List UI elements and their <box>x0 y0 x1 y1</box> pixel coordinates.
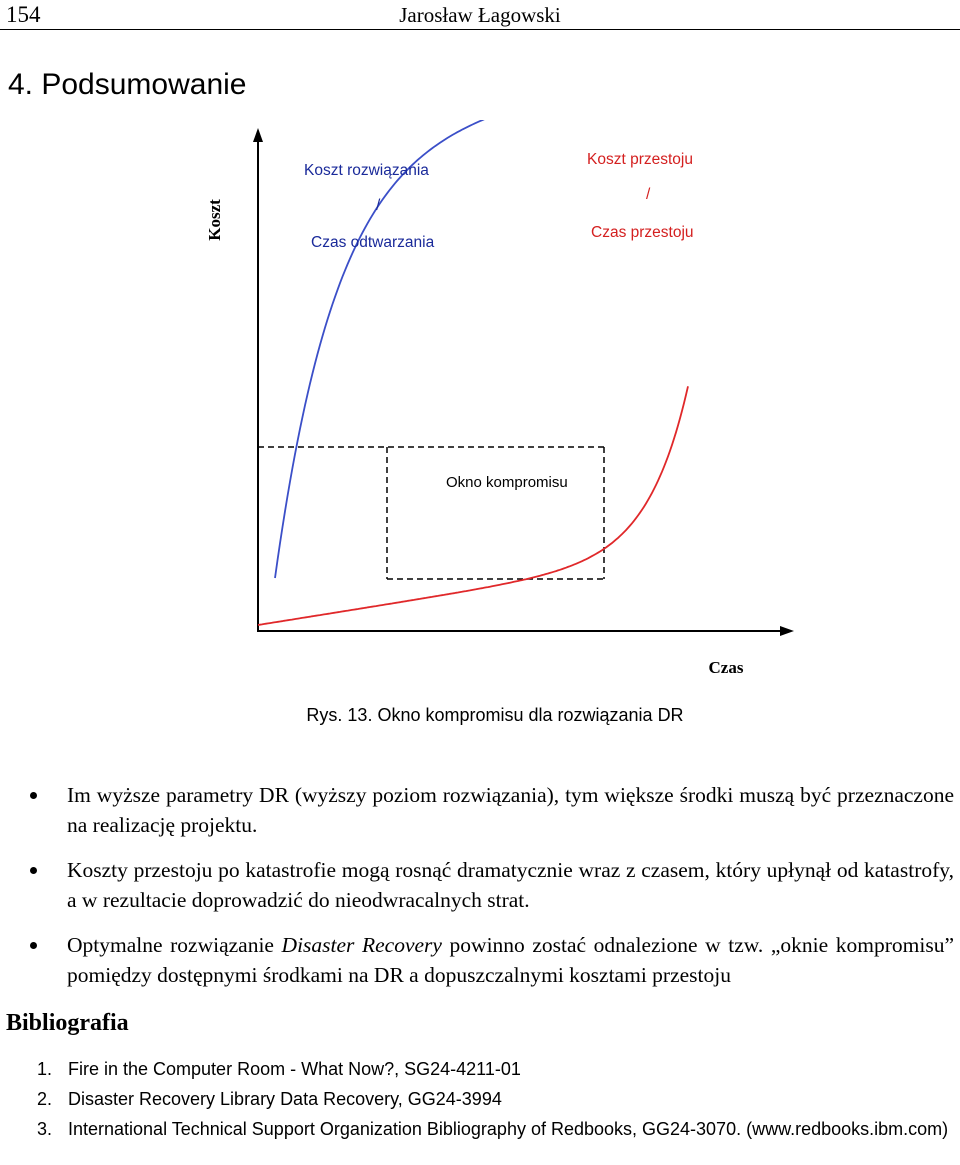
bibliography-text: Disaster Recovery Library Data Recovery, GG24-3994 <box>68 1089 502 1109</box>
section-title: 4. Podsumowanie <box>8 68 247 101</box>
bullet-icon <box>30 867 37 874</box>
blue-curve-label-slash: / <box>376 197 381 214</box>
bibliography-item <box>0 1088 960 1110</box>
bibliography-title: Bibliografia <box>6 1010 129 1036</box>
bullet-item <box>0 930 960 990</box>
page-header <box>0 0 960 34</box>
page-number: 154 <box>6 2 41 27</box>
summary-bullet-list <box>0 780 960 1005</box>
bullet-text-start: Optymalne rozwiązanie <box>67 933 282 957</box>
bullet-item <box>0 780 960 840</box>
y-axis-label: Koszt <box>205 199 224 241</box>
bullet-text-italic: Disaster Recovery <box>281 933 442 957</box>
figure-caption: Rys. 13. Okno kompromisu dla rozwiązania DR <box>306 705 684 725</box>
blue-curve-label-line1: Koszt rozwiązania <box>304 162 429 179</box>
red-curve-label-line1: Koszt przestoju <box>587 151 693 168</box>
red-curve-label-line2: Czas przestoju <box>591 224 694 241</box>
bibliography-number: 2. <box>37 1089 53 1109</box>
downtime-cost-curve <box>258 386 688 625</box>
x-axis-label: Czas <box>708 658 744 677</box>
bibliography-text: Fire in the Computer Room - What Now?, SG24-4211-01 <box>68 1059 521 1079</box>
bibliography-item <box>0 1118 960 1140</box>
figure-compromise-window <box>0 120 960 690</box>
recovery-cost-curve <box>275 120 765 578</box>
red-curve-label-slash: / <box>646 186 651 203</box>
bibliography-item <box>0 1058 960 1080</box>
bullet-text-end: powinno zostać odnalezione w tzw. „oknie kompromisu” pomiędzy dostępnymi środkami na DR a dopuszczalnymi kosztami przestoju <box>67 933 954 987</box>
bullet-item <box>0 855 960 915</box>
header-rule <box>0 29 960 30</box>
y-axis-arrowhead <box>253 128 263 142</box>
compromise-window-label: Okno kompromisu <box>446 474 568 491</box>
running-head-author: Jarosław Łagowski <box>399 3 561 27</box>
bibliography-number: 3. <box>37 1119 53 1139</box>
bibliography-list <box>0 1058 960 1148</box>
bullet-icon <box>30 942 37 949</box>
blue-curve-label-line2: Czas odtwarzania <box>311 234 435 251</box>
x-axis-arrowhead <box>780 626 794 636</box>
bullet-icon <box>30 792 37 799</box>
bullet-text: Im wyższe parametry DR (wyższy poziom rozwiązania), tym większe środki muszą być przeznaczone na realizację projektu. <box>67 783 954 837</box>
compromise-diagram <box>0 120 960 690</box>
bibliography-text: International Technical Support Organization Bibliography of Redbooks, GG24-3070. (www.redbooks.ibm.com) <box>68 1119 949 1139</box>
bullet-text: Koszty przestoju po katastrofie mogą rosnąć dramatycznie wraz z czasem, który upłynął od katastrofy, a w rezultacie doprowadzić do nieodwracalnych strat. <box>67 858 954 912</box>
bibliography-number: 1. <box>37 1059 53 1079</box>
